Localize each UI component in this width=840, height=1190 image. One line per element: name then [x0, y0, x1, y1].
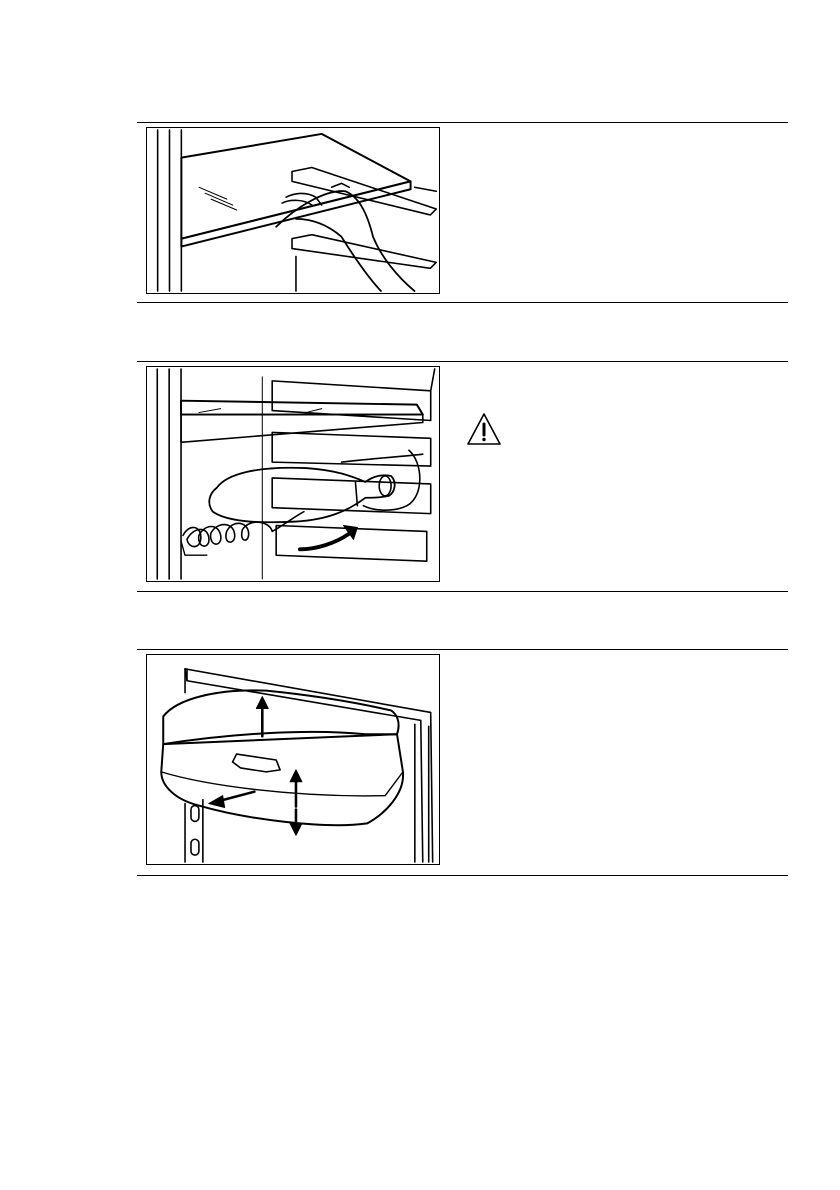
- illustration-bottle-rack: [146, 366, 440, 582]
- section-divider-top-3: [137, 649, 788, 650]
- section-divider-top-1: [137, 122, 788, 123]
- section-divider-bottom-1: [137, 302, 788, 303]
- illustration-shelf-removal: [146, 127, 440, 294]
- section-divider-top-2: [137, 361, 788, 362]
- section-divider-bottom-2: [137, 591, 788, 592]
- illustration-door-compartment: [146, 654, 440, 865]
- section-divider-bottom-3: [137, 875, 788, 876]
- warning-triangle-icon: [466, 412, 502, 446]
